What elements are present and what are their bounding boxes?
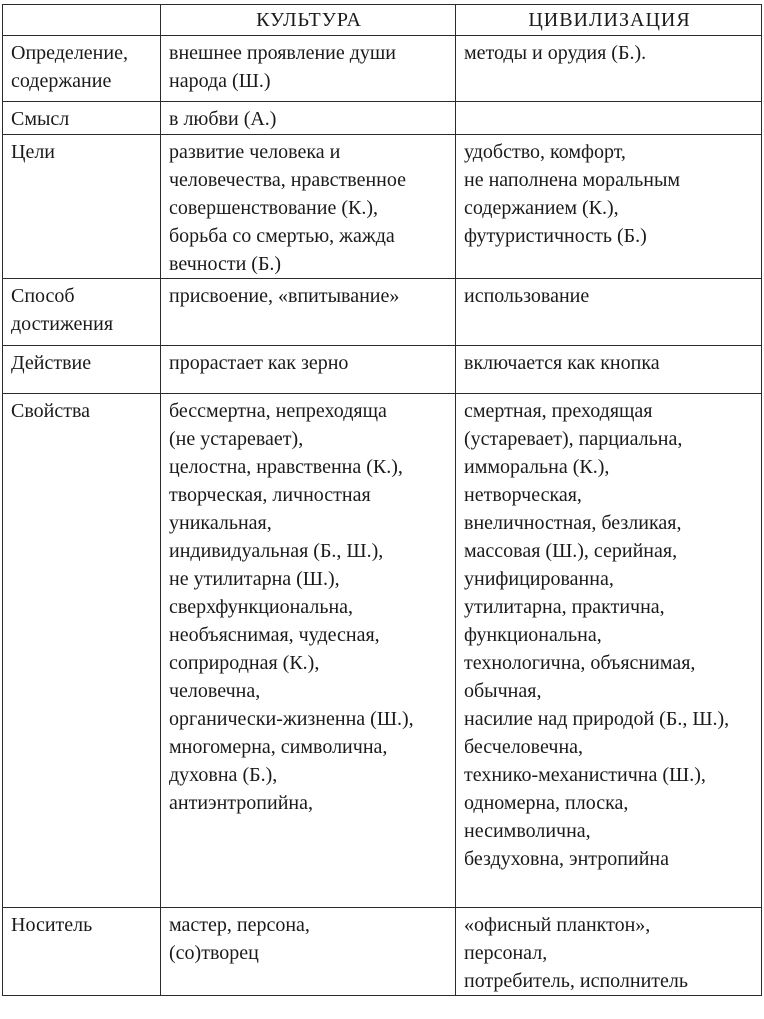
culture-cell: бессмертна, непреходяща (не устаревает), целостна, нравственна (К.), творческая, личностная уникальная, индивидуальная (Б., Ш.), не утилитарна (Ш.), сверхфункциональна, необъяснимая, чудесная, соприродная (К.), человечна, органически-жизненна (Ш.), многомерна, символична, духовна (Б.), антиэнтропийна, [161,394,456,908]
header-blank [3,5,161,36]
culture-cell: мастер, персона, (со)творец [161,908,456,996]
row-label: Цели [3,135,161,279]
row-label: Определение, содержание [3,36,161,102]
row-label: Способ достижения [3,279,161,346]
header-civilization: ЦИВИЛИЗАЦИЯ [456,5,762,36]
row-label: Носитель [3,908,161,996]
culture-cell: присвоение, «впитывание» [161,279,456,346]
table-row-action [3,346,762,394]
table-row-carrier [3,908,762,996]
row-label: Действие [3,346,161,394]
comparison-table [2,4,762,996]
table-row-definition [3,36,762,102]
culture-cell: внешнее проявление души народа (Ш.) [161,36,456,102]
header-culture: КУЛЬТУРА [161,5,456,36]
civilization-cell: использование [456,279,762,346]
civilization-cell: смертная, преходящая (устаревает), парциальна, имморальна (К.), нетворческая, внеличностная, безликая, массовая (Ш.), серийная, унифицированна, утилитарна, практична, функциональна, технологична, объяснимая, обычная, насилие над природой (Б., Ш.), бесчеловечна, технико-механистична (Ш.), одномерна, плоска, несимволична, бездуховна, энтропийна [456,394,762,908]
row-label: Свойства [3,394,161,908]
table-row-method [3,279,762,346]
civilization-cell: удобство, комфорт, не наполнена моральным содержанием (К.), футуристичность (Б.) [456,135,762,279]
culture-cell: прорастает как зерно [161,346,456,394]
civilization-cell: «офисный планктон», персонал, потребитель, исполнитель [456,908,762,996]
civilization-cell: включается как кнопка [456,346,762,394]
culture-cell: в любви (А.) [161,102,456,135]
header-row [3,5,762,36]
table-row-meaning [3,102,762,135]
civilization-cell: методы и орудия (Б.). [456,36,762,102]
row-label: Смысл [3,102,161,135]
culture-cell: развитие человека и человечества, нравственное совершенствование (К.), борьба со смертью, жажда вечности (Б.) [161,135,456,279]
table-row-properties [3,394,762,908]
civilization-cell [456,102,762,135]
table-row-goals [3,135,762,279]
